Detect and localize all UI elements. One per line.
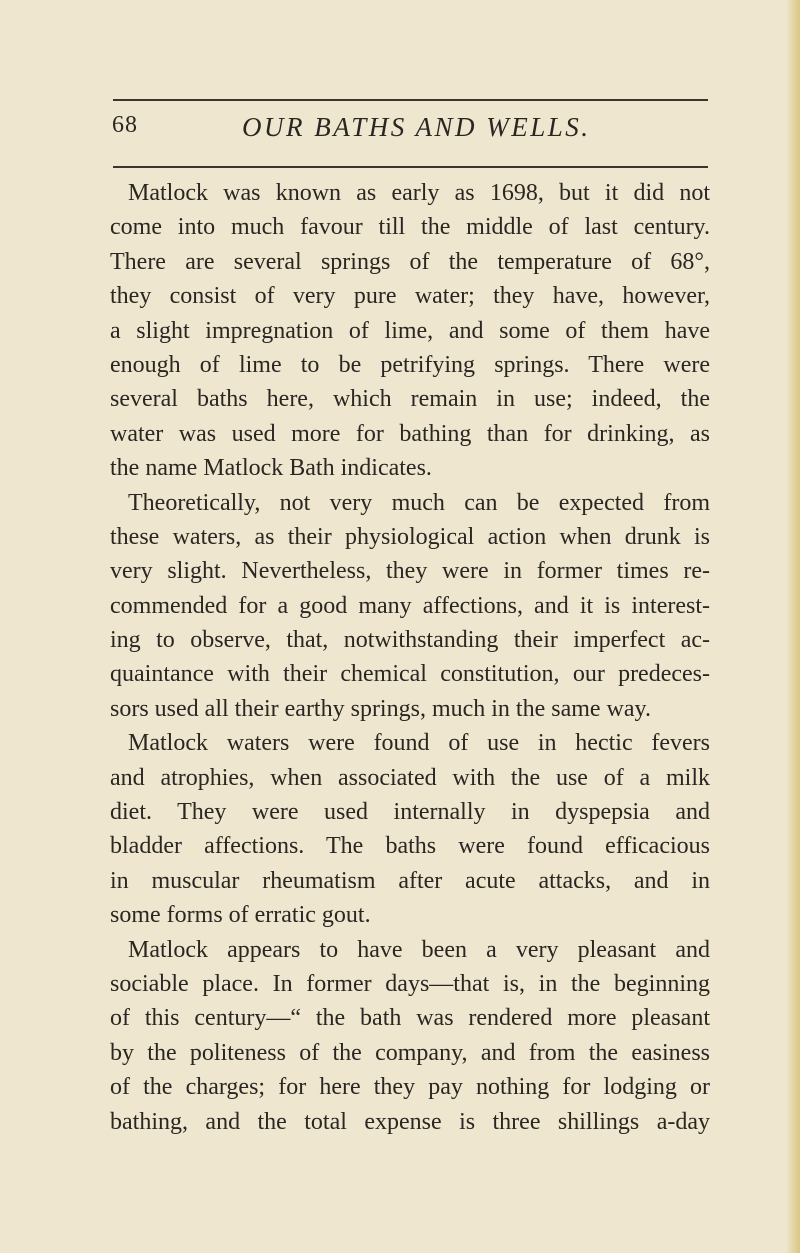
text-line: quaintance with their chemical constitution, our predeces- [110, 661, 710, 688]
page-header [112, 102, 712, 158]
text-line: Matlock waters were found of use in hectic fevers [128, 730, 710, 757]
text-line: very slight. Nevertheless, they were in former times re- [110, 558, 710, 585]
header-rule-bottom [113, 166, 708, 168]
text-line: and atrophies, when associated with the use of a milk [110, 764, 710, 791]
text-line: Matlock was known as early as 1698, but it did not [128, 180, 710, 206]
text-line: in muscular rheumatism after acute attacks, and in [110, 867, 710, 894]
text-line: a slight impregnation of lime, and some of them have [110, 317, 710, 344]
body-text [110, 176, 710, 1139]
text-line: ing to observe, that, notwithstanding their imperfect ac- [110, 627, 710, 654]
text-line: commended for a good many affections, and it is interest- [110, 592, 710, 619]
text-line: diet. They were used internally in dyspepsia and [110, 799, 710, 826]
text-line: sociable place. In former days—that is, in the beginning [110, 970, 710, 997]
running-title: OUR BATHS AND WELLS. [242, 112, 591, 142]
text-line: sors used all their earthy springs, much in the same way. [110, 695, 651, 722]
text-line: Matlock appears to have been a very pleasant and [128, 936, 710, 963]
page-number: 68 [112, 112, 138, 138]
text-line: the name Matlock Bath indicates. [110, 455, 432, 482]
text-line: they consist of very pure water; they have, however, [110, 283, 710, 310]
text-line: bathing, and the total expense is three shillings a-day [110, 1108, 710, 1135]
text-line: bladder affections. The baths were found efficacious [110, 833, 710, 860]
text-line: several baths here, which remain in use; indeed, the [110, 386, 710, 413]
text-line: these waters, as their physiological action when drunk is [110, 523, 710, 550]
text-line: by the politeness of the company, and from the easiness [110, 1039, 710, 1066]
text-line: of this century—“ the bath was rendered more pleasant [110, 1005, 710, 1032]
header-rule-top [113, 99, 708, 101]
page-edge [786, 0, 800, 1253]
text-line: Theoretically, not very much can be expected from [128, 489, 710, 516]
text-line: of the charges; for here they pay nothing for lodging or [110, 1074, 710, 1101]
text-line: enough of lime to be petrifying springs. There were [110, 351, 710, 378]
text-line: water was used more for bathing than for drinking, as [110, 420, 710, 447]
text-line: come into much favour till the middle of last century. [110, 214, 710, 241]
text-line: some forms of erratic gout. [110, 902, 371, 929]
text-line: There are several springs of the temperature of 68°, [110, 248, 710, 275]
